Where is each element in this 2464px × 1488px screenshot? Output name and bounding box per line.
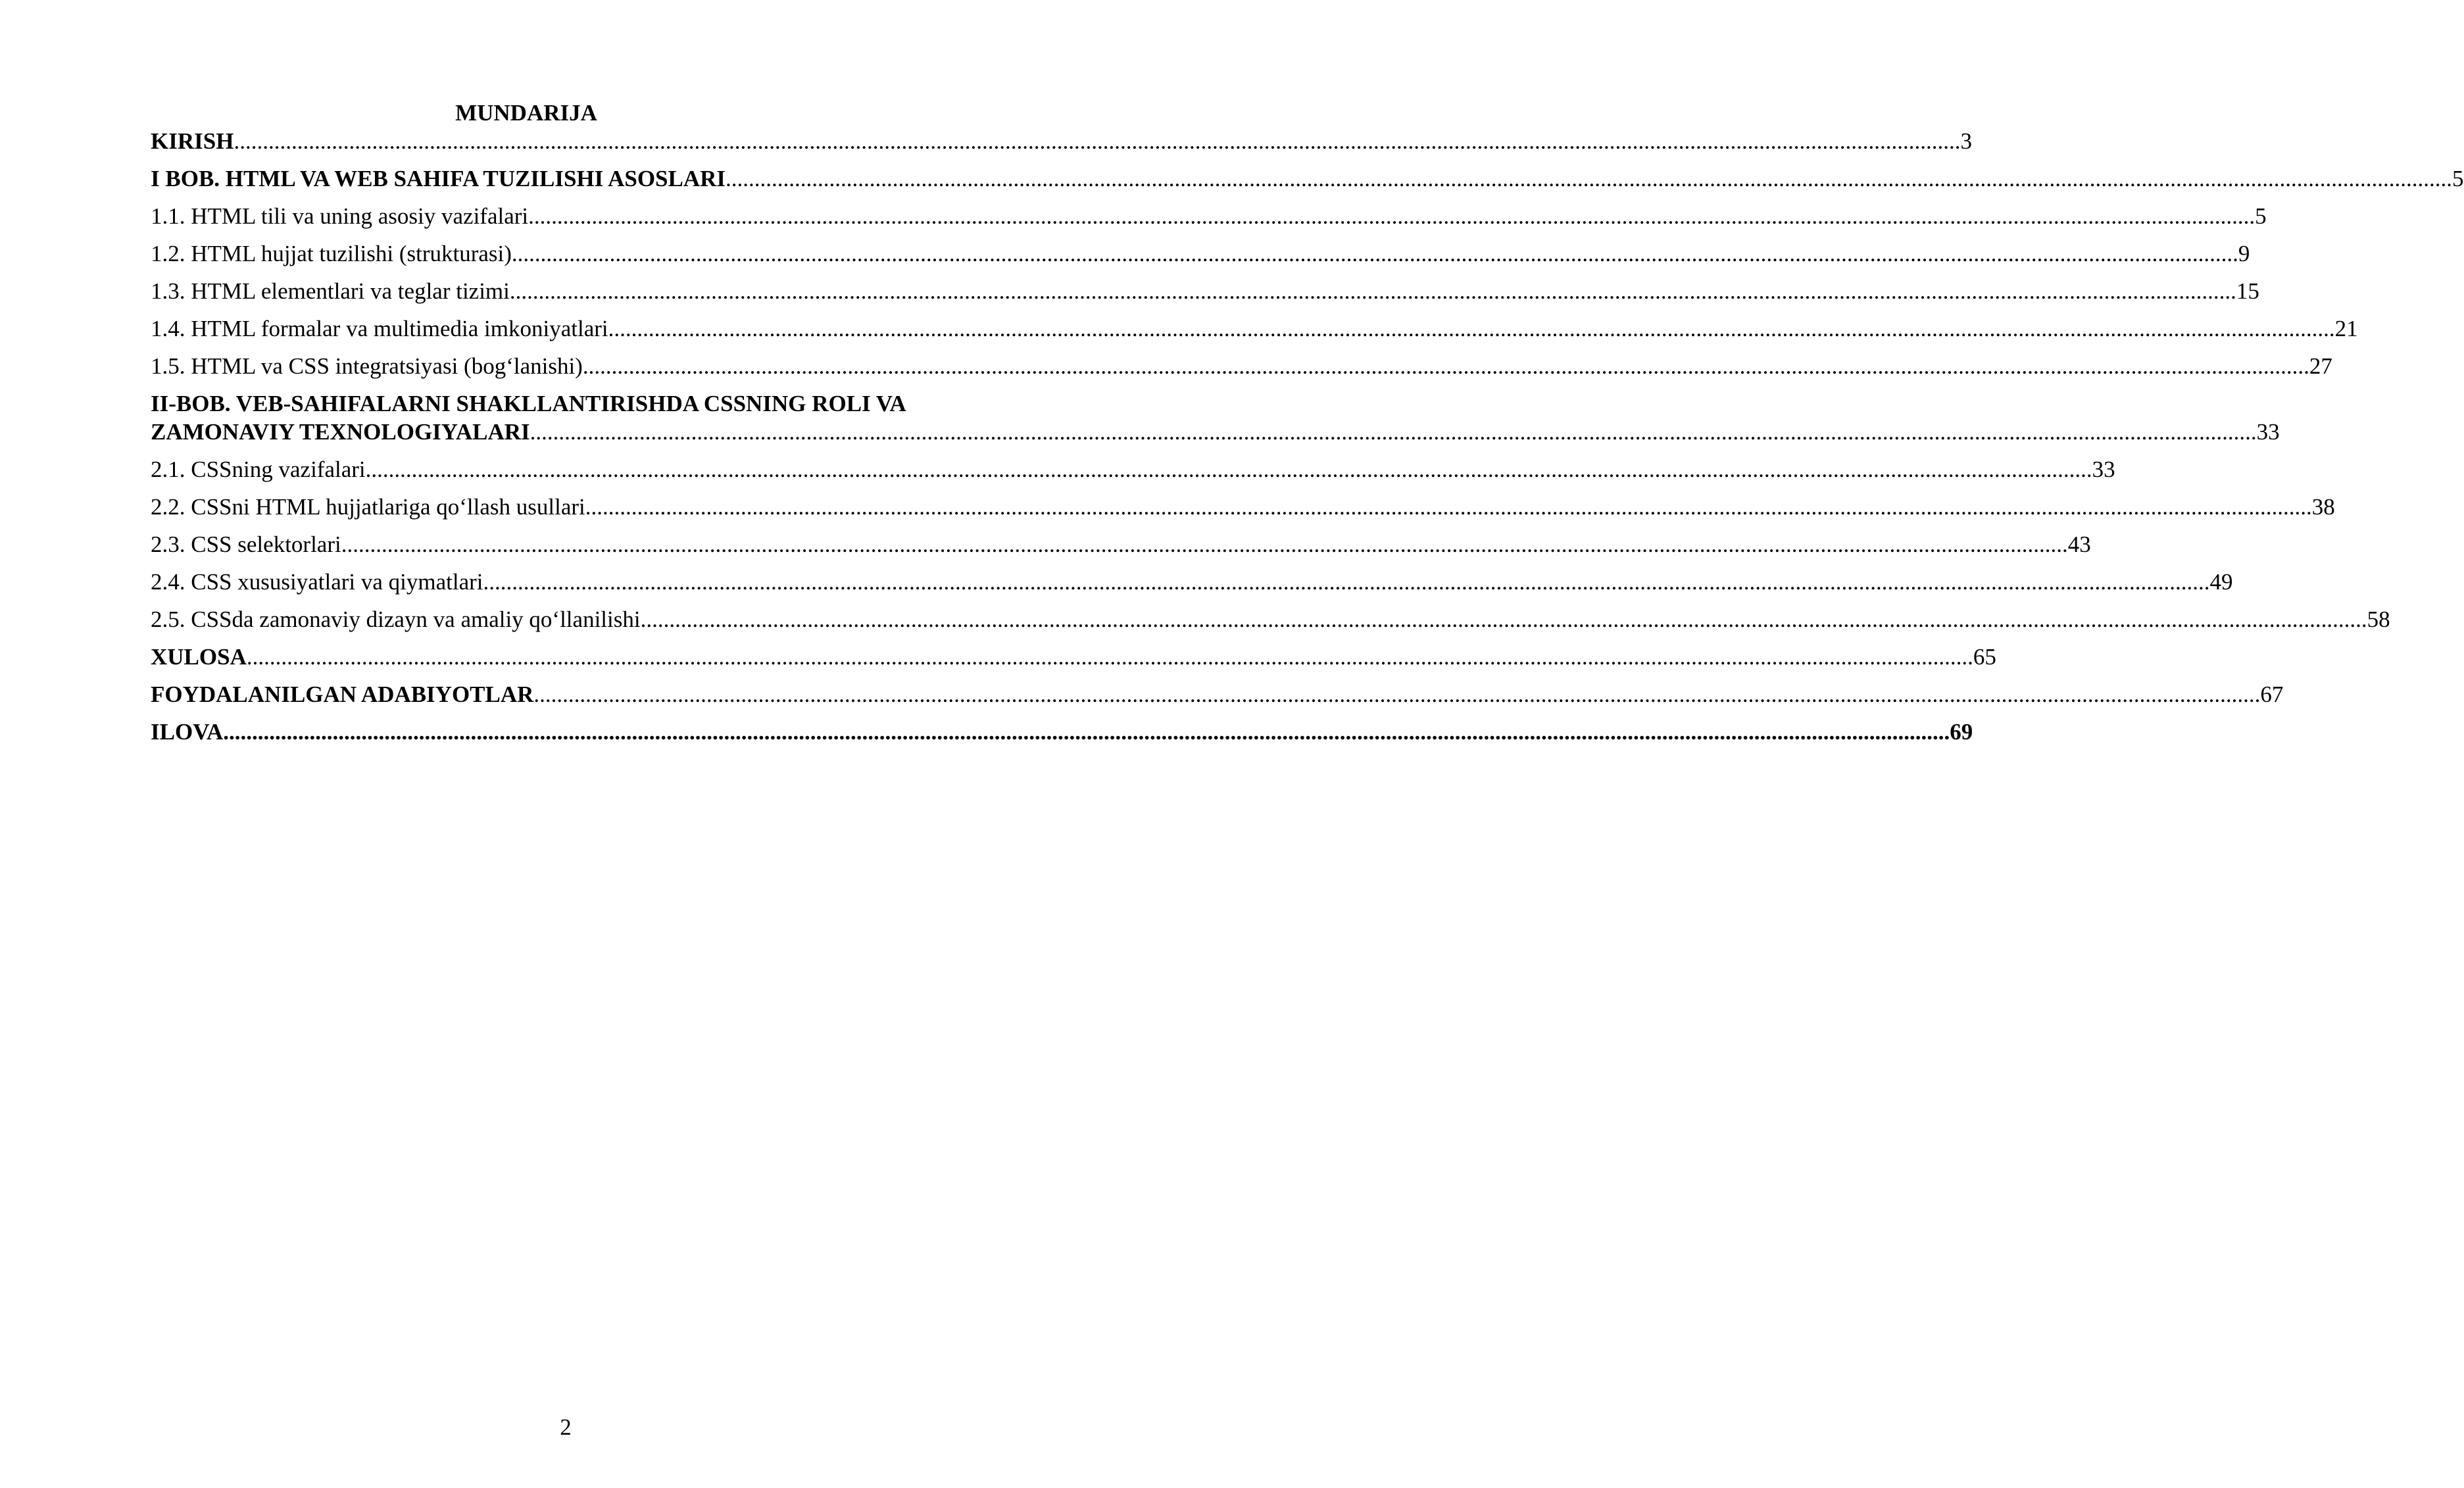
page-number: 2 (560, 1414, 572, 1440)
toc-page-number: 33 (2092, 457, 2115, 482)
toc-page-number: 5 (2452, 166, 2464, 191)
toc-entry-2-1[interactable] (151, 455, 2115, 493)
toc-entry-chapter-1[interactable] (151, 164, 2464, 202)
toc-page-number: 5 (2255, 203, 2267, 229)
toc-entry-text: 2.5. CSSda zamonaviy dizayn va amaliy qo‘llanilishi (151, 607, 641, 632)
toc-entry-text: I BOB. HTML VA WEB SAHIFA TUZILISHI ASOSLARI (151, 166, 726, 191)
toc-page-number: 27 (2309, 353, 2332, 379)
toc-page-number: 21 (2334, 316, 2358, 341)
toc-entry-text: FOYDALANILGAN ADABIYOTLAR (151, 682, 534, 707)
toc-entry-xulosa[interactable] (151, 643, 1996, 680)
toc-page-number: 67 (2260, 682, 2284, 707)
page-title: MUNDARIJA (455, 100, 597, 126)
toc-entry-text: ZAMONAVIY TEXNOLOGIYALARI (151, 419, 530, 445)
toc-entry-2-4[interactable] (151, 568, 2233, 605)
toc-dot-leader: ............................................................................................................................................................................................................................................................................................................ (365, 457, 2092, 482)
toc-entry-text-line1: II-BOB. VEB-SAHIFALARNI SHAKLLANTIRISHDA CSSNING ROLI VA (151, 391, 906, 416)
toc-entry-text: 2.2. CSSni HTML hujjatlariga qo‘llash usullari (151, 494, 585, 520)
toc-entry-1-5[interactable] (151, 352, 2332, 389)
table-of-contents (151, 127, 2464, 755)
toc-entry-1-3[interactable] (151, 277, 2259, 314)
toc-dot-leader: ............................................................................................................................................................................................................................................................................................................ (640, 607, 2367, 632)
toc-page-number: 49 (2209, 569, 2233, 595)
toc-entry-text: 2.4. CSS xususiyatlari va qiymatlari (151, 569, 483, 595)
toc-dot-leader: ............................................................................................................................................................................................................................................................................................................ (223, 719, 1950, 745)
toc-page-number: 9 (2238, 241, 2250, 266)
toc-dot-leader: ............................................................................................................................................................................................................................................................................................................ (530, 419, 2257, 445)
toc-dot-leader: ............................................................................................................................................................................................................................................................................................................ (533, 682, 2261, 707)
toc-dot-leader: ............................................................................................................................................................................................................................................................................................................ (585, 494, 2312, 520)
toc-entry-ilova[interactable] (151, 718, 1973, 755)
toc-entry-1-2[interactable] (151, 239, 2250, 277)
toc-entry-1-4[interactable] (151, 314, 2358, 352)
toc-entry-chapter-2[interactable] (151, 389, 2280, 455)
toc-dot-leader: ............................................................................................................................................................................................................................................................................................................ (483, 569, 2210, 595)
toc-entry-1-1[interactable] (151, 202, 2267, 239)
toc-dot-leader: ............................................................................................................................................................................................................................................................................................................ (608, 316, 2335, 341)
toc-entry-text: XULOSA (151, 644, 247, 670)
toc-entry-text: 2.1. CSSning vazifalari (151, 457, 366, 482)
toc-entry-text: 1.4. HTML formalar va multimedia imkoniyatlari (151, 316, 608, 341)
toc-entry-text: 2.3. CSS selektorlari (151, 532, 341, 557)
toc-entry-2-5[interactable] (151, 605, 2390, 643)
toc-page-number: 3 (1960, 128, 1972, 154)
toc-page-number: 15 (2236, 278, 2259, 304)
toc-dot-leader: ............................................................................................................................................................................................................................................................................................................ (341, 532, 2068, 557)
toc-dot-leader: ............................................................................................................................................................................................................................................................................................................ (509, 278, 2236, 304)
toc-dot-leader: ............................................................................................................................................................................................................................................................................................................ (234, 128, 1961, 154)
toc-entry-text: 1.5. HTML va CSS integratsiyasi (bog‘lanishi) (151, 353, 583, 379)
toc-page-number: 33 (2256, 419, 2280, 445)
toc-dot-leader: ............................................................................................................................................................................................................................................................................................................ (726, 166, 2453, 191)
toc-entry-kirish[interactable] (151, 127, 1972, 164)
toc-dot-leader: ............................................................................................................................................................................................................................................................................................................ (528, 203, 2255, 229)
toc-page-number: 38 (2311, 494, 2335, 520)
toc-entry-text: ILOVA (151, 719, 224, 745)
toc-entry-text: KIRISH (151, 128, 234, 154)
toc-page-number: 69 (1950, 719, 1973, 745)
toc-entry-text: 1.3. HTML elementlari va teglar tizimi (151, 278, 510, 304)
toc-entry-2-2[interactable] (151, 493, 2335, 530)
toc-dot-leader: ............................................................................................................................................................................................................................................................................................................ (246, 644, 1973, 670)
toc-page-number: 65 (1973, 644, 1996, 670)
toc-entry-2-3[interactable] (151, 530, 2091, 568)
toc-dot-leader: ............................................................................................................................................................................................................................................................................................................ (582, 353, 2309, 379)
toc-page-number: 43 (2067, 532, 2091, 557)
toc-entry-text: 1.1. HTML tili va uning asosiy vazifalari (151, 203, 529, 229)
toc-dot-leader: ............................................................................................................................................................................................................................................................................................................ (511, 241, 2238, 266)
toc-entry-adabiyotlar[interactable] (151, 680, 2284, 718)
toc-page-number: 58 (2367, 607, 2390, 632)
toc-entry-text: 1.2. HTML hujjat tuzilishi (strukturasi) (151, 241, 512, 266)
